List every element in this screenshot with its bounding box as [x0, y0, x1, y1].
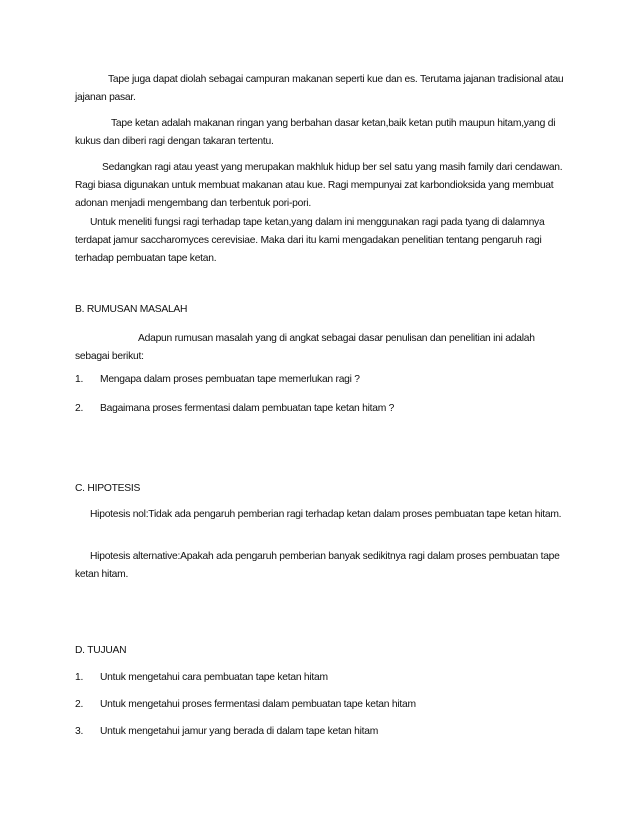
list-item-number: 2.	[75, 403, 84, 414]
section-heading-rumusan-masalah: B. RUMUSAN MASALAH	[75, 304, 188, 315]
intro-paragraph-1: Tape juga dapat diolah sebagai campuran makanan seperti kue dan es. Terutama jajanan tradisional atau jajanan pasar.	[75, 74, 564, 103]
list-item-text: Untuk mengetahui jamur yang berada di dalam tape ketan hitam	[100, 726, 379, 737]
intro-paragraph-4: Untuk meneliti fungsi ragi terhadap tape ketan,yang dalam ini menggunakan ragi pada tyang di dalamnya terdapat jamur saccharomyces cerevisiae. Maka dari itu kami mengadakan penelitian tentang pengaruh ragi terhadap pembuatan tape ketan.	[75, 217, 545, 264]
list-item-text: Bagaimana proses fermentasi dalam pembuatan tape ketan hitam ?	[100, 403, 395, 414]
rumusan-masalah-paragraph: Adapun rumusan masalah yang di angkat sebagai dasar penulisan dan penelitian ini adalah sebagai berikut:	[75, 333, 535, 362]
list-item-number: 1.	[75, 672, 84, 683]
section-heading-tujuan: D. TUJUAN	[75, 645, 127, 656]
list-item-text: Untuk mengetahui cara pembuatan tape ketan hitam	[100, 672, 328, 683]
list-item-number: 2.	[75, 699, 84, 710]
section-heading-hipotesis: C. HIPOTESIS	[75, 483, 141, 494]
hipotesis-alternative-paragraph: Hipotesis alternative:Apakah ada pengaruh pemberian banyak sedikitnya ragi dalam proses pembuatan tape ketan hitam.	[75, 551, 560, 580]
hipotesis-nol-paragraph: Hipotesis nol:Tidak ada pengaruh pemberian ragi terhadap ketan dalam proses pembuatan tape ketan hitam.	[90, 509, 562, 520]
intro-paragraph-3: Sedangkan ragi atau yeast yang merupakan makhluk hidup ber sel satu yang masih family dari cendawan. Ragi biasa digunakan untuk membuat makanan atau kue. Ragi mempunyai zat karbondioksida yang membuat adonan menjadi mengembang dan terbentuk pori-pori.	[75, 162, 563, 209]
list-item-number: 3.	[75, 726, 84, 737]
list-item-text: Mengapa dalam proses pembuatan tape memerlukan ragi ?	[100, 374, 360, 385]
intro-paragraph-2: Tape ketan adalah makanan ringan yang berbahan dasar ketan,baik ketan putih maupun hitam,yang di kukus dan diberi ragi dengan takaran tertentu.	[75, 118, 556, 147]
list-item-number: 1.	[75, 374, 84, 385]
list-item-text: Untuk mengetahui proses fermentasi dalam pembuatan tape ketan hitam	[100, 699, 416, 710]
